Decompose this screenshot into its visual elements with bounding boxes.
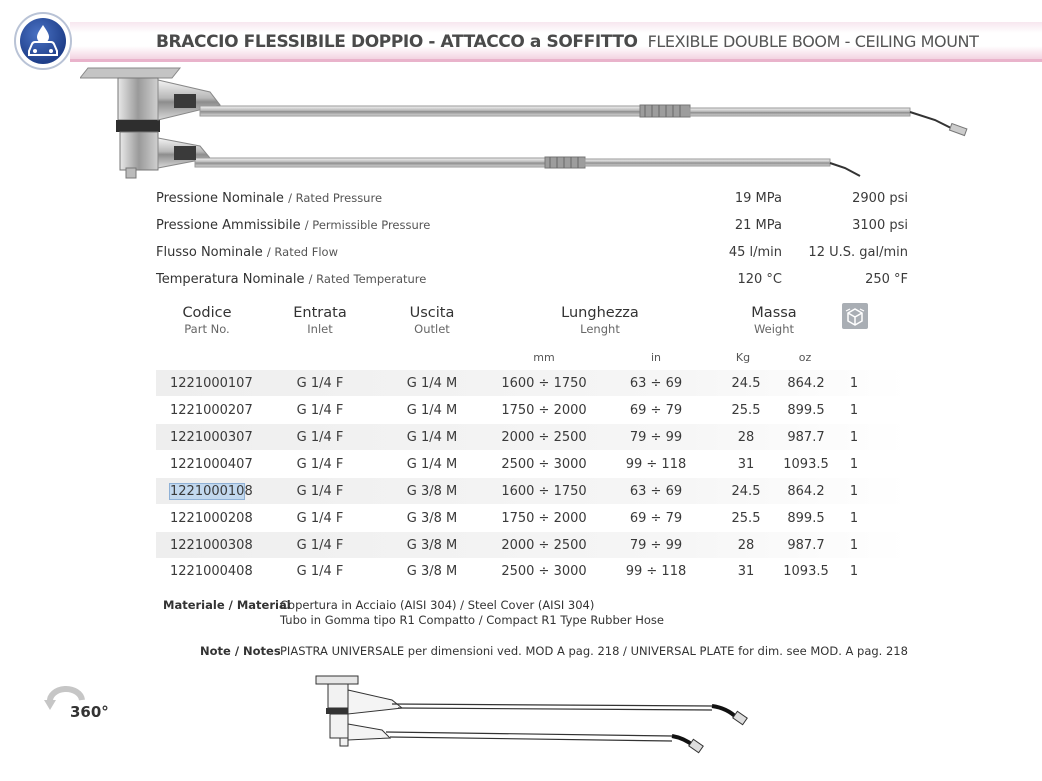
unit-kg: Kg [735, 351, 751, 364]
brand-mark [174, 146, 196, 160]
schematic-drawing [312, 674, 762, 778]
col-header-inlet: Entrata Inlet [293, 305, 347, 336]
part-code[interactable]: 1221000107 [170, 376, 253, 391]
table-row: 1221000108 G 1/4 F G 3/8 M 1600 ÷ 1750 63 ÷ 69 24.5 864.2 1 [156, 478, 908, 504]
material-line-1: Copertura in Acciaio (AISI 304) / Steel Cover (AISI 304) [280, 598, 595, 612]
notes-text: PIASTRA UNIVERSALE per dimensioni ved. MOD A pag. 218 / UNIVERSAL PLATE for dim. see MOD. A pag. 218 [280, 644, 908, 658]
part-code[interactable]: 1221000308 [170, 538, 253, 553]
spec-row: Temperatura Nominale / Rated Temperature 120 °C 250 °F [156, 272, 908, 287]
title-english: FLEXIBLE DOUBLE BOOM - CEILING MOUNT [647, 32, 979, 51]
unit-oz: oz [798, 351, 812, 364]
table-row: 1221000307 G 1/4 F G 1/4 M 2000 ÷ 2500 79 ÷ 99 28 987.7 1 [156, 424, 908, 450]
part-code[interactable]: 1221000307 [170, 430, 253, 445]
table-row: 1221000208 G 1/4 F G 3/8 M 1750 ÷ 2000 69 ÷ 79 25.5 899.5 1 [170, 511, 859, 526]
part-code[interactable]: 1221000207 [170, 403, 253, 418]
page-title [156, 32, 978, 52]
unit-mm: mm [533, 351, 555, 364]
part-code[interactable]: 1221000208 [170, 511, 253, 526]
col-header-code: Codice Part No. [182, 305, 232, 336]
material-label: Materiale / Material [163, 598, 291, 612]
title-italian: BRACCIO FLESSIBILE DOPPIO - ATTACCO a SOFFITTO [156, 32, 638, 52]
car-wash-logo-icon [14, 12, 72, 70]
col-header-length: Lunghezza Lenght [561, 305, 639, 336]
unit-in: in [650, 351, 662, 364]
table-row: 1221000207 G 1/4 F G 1/4 M 1750 ÷ 2000 69 ÷ 79 25.5 899.5 1 [170, 403, 859, 418]
spec-row: Pressione Nominale / Rated Pressure 19 MPa 2900 psi [156, 191, 908, 206]
table-row: 1221000107 G 1/4 F G 1/4 M 1600 ÷ 1750 63 ÷ 69 24.5 864.2 1 [156, 370, 908, 396]
part-code-selected[interactable]: 1221000108 [170, 484, 253, 499]
part-code[interactable]: 1221000408 [170, 564, 253, 579]
col-header-weight: Massa Weight [751, 305, 797, 336]
table-row: 1221000407 G 1/4 F G 1/4 M 2500 ÷ 3000 99 ÷ 118 31 1093.5 1 [170, 457, 859, 472]
spec-row: Pressione Ammissibile / Permissible Pressure 21 MPa 3100 psi [156, 218, 908, 233]
table-row: 1221000408 G 1/4 F G 3/8 M 2500 ÷ 3000 99 ÷ 118 31 1093.5 1 [170, 564, 859, 579]
table-row: 1221000308 G 1/4 F G 3/8 M 2000 ÷ 2500 79 ÷ 99 28 987.7 1 [156, 532, 908, 558]
product-image [80, 60, 980, 185]
brand-mark [174, 94, 196, 108]
notes-label: Note / Notes [200, 644, 281, 658]
part-code[interactable]: 1221000407 [170, 457, 253, 472]
spec-row: Flusso Nominale / Rated Flow 45 l/min 12 U.S. gal/min [156, 245, 908, 260]
package-box-icon [842, 303, 868, 329]
col-header-outlet: Uscita Outlet [409, 305, 455, 336]
material-line-2: Tubo in Gomma tipo R1 Compatto / Compact R1 Type Rubber Hose [280, 613, 664, 627]
rotation-label: 360° [70, 703, 109, 721]
